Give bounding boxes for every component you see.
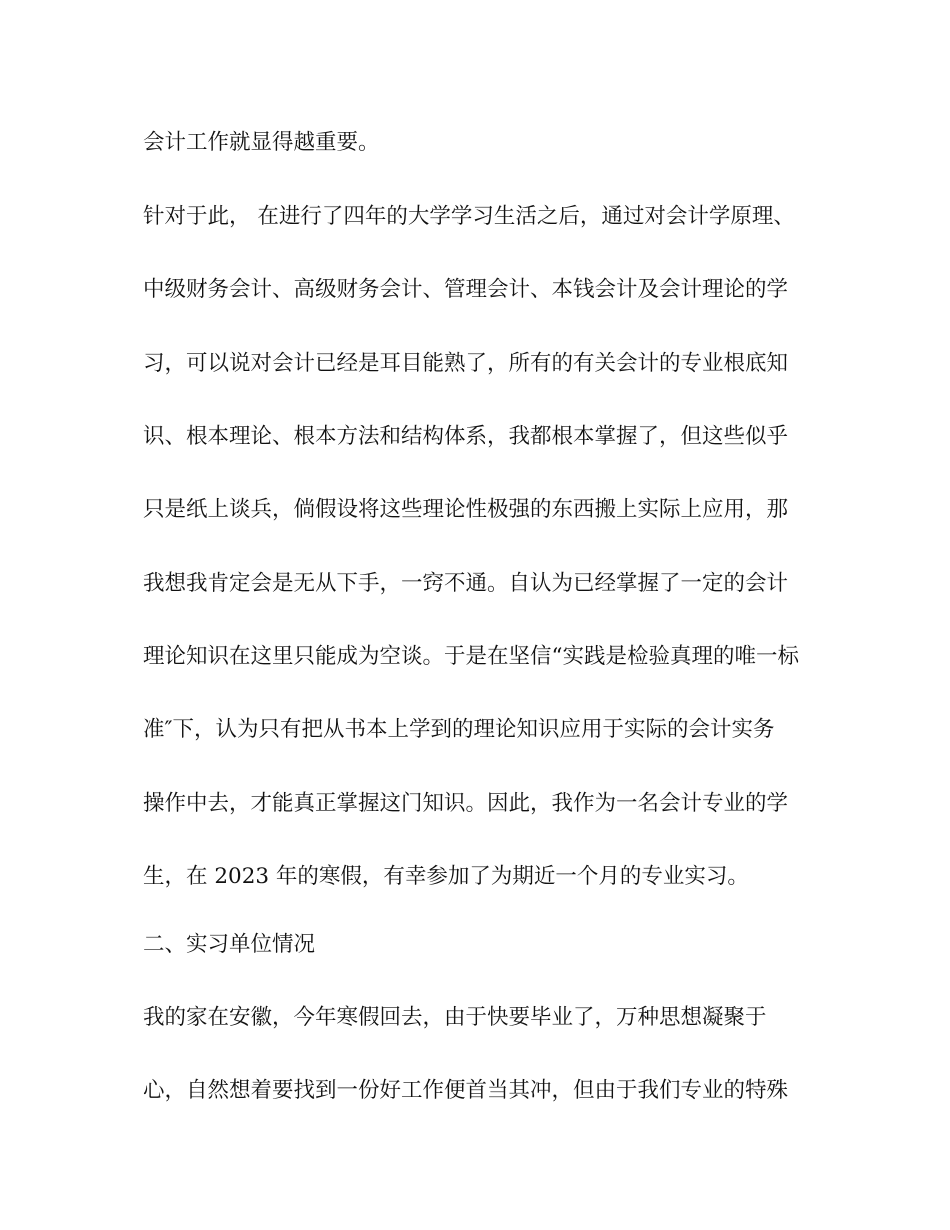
text-line-10: 操作中去，才能真正掌握这门知识。因此，我作为一名会计专业的学 [143,791,789,816]
text-line-12: 我的家在安徽，今年寒假回去，由于快要毕业了，万种思想凝聚于 [143,1005,767,1030]
text-line-4: 习，可以说对会计已经是耳目能熟了，所有的有关会计的专业根底知 [143,351,789,376]
text-line-2: 针对于此， 在进行了四年的大学学习生活之后，通过对会计学原理、 [143,204,795,229]
text-line-3: 中级财务会计、高级财务会计、管理会计、本钱会计及会计理论的学 [143,277,789,302]
text-line-1: 会计工作就显得越重要。 [143,130,380,155]
text-line-7: 我想我肯定会是无从下手，一窍不通。自认为已经掌握了一定的会计 [143,571,789,596]
section-heading: 二、实习单位情况 [143,932,316,957]
text-line-5: 识、根本理论、根本方法和结构体系，我都根本掌握了，但这些似乎 [143,424,789,449]
text-line-11: 生，在 2023 年的寒假，有幸参加了为期近一个月的专业实习。 [143,864,749,889]
text-line-6: 只是纸上谈兵，倘假设将这些理论性极强的东西搬上实际上应用，那 [143,497,789,522]
text-line-8: 理论知识在这里只能成为空谈。于是在坚信“实践是检验真理的唯一标 [143,644,799,669]
text-line-9: 准″下，认为只有把从书本上学到的理论知识应用于实际的会计实务 [143,717,775,742]
text-line-13: 心，自然想着要找到一份好工作便首当其冲，但由于我们专业的特殊 [143,1078,789,1103]
